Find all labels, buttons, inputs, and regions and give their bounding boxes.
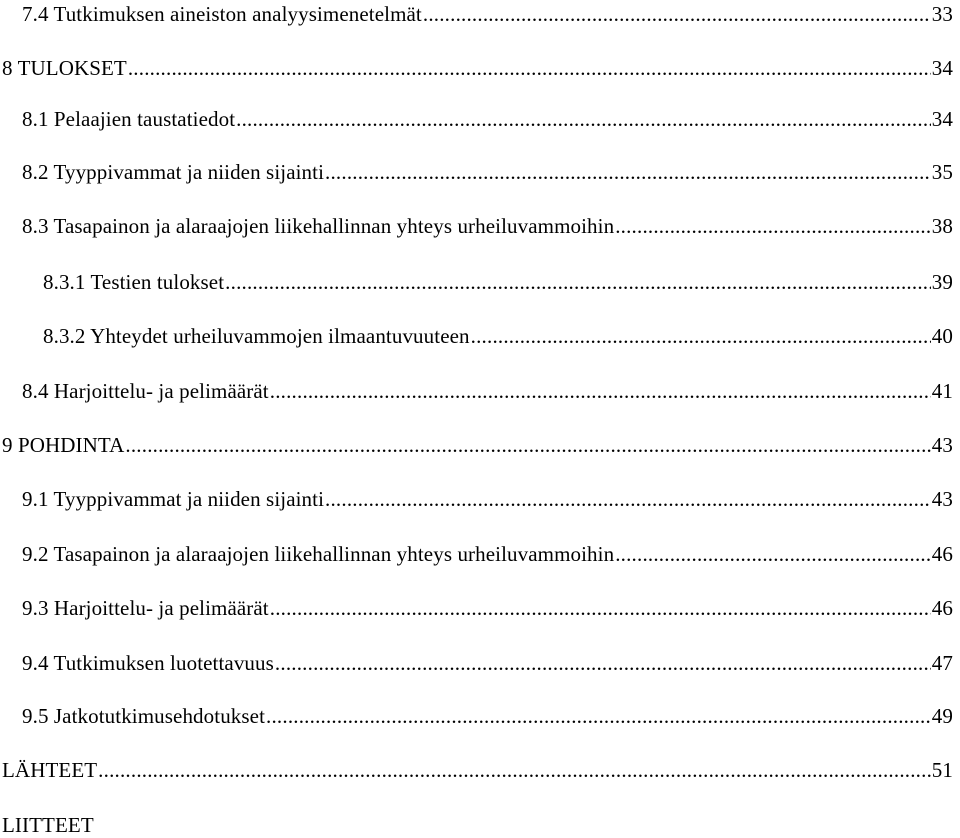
dot-leader <box>615 213 931 239</box>
dot-leader <box>266 703 931 729</box>
dot-leader <box>471 323 931 349</box>
toc-entry-title: 9.3 Harjoittelu- ja pelimäärät <box>22 596 269 620</box>
toc-entry-title: LÄHTEET <box>2 758 98 782</box>
toc-page-number: 39 <box>931 270 953 294</box>
toc-entry-title: 9.5 Jatkotutkimusehdotukset <box>22 704 266 728</box>
dot-leader <box>225 269 931 295</box>
toc-entry-title: 8.1 Pelaajien taustatiedot <box>22 107 236 131</box>
toc-page-number: 43 <box>931 487 953 511</box>
toc-entry-title: 9.1 Tyyppivammat ja niiden sijainti <box>22 487 325 511</box>
toc-entry-title: 9.2 Tasapainon ja alaraajojen liikehallinnan yhteys urheiluvammoihin <box>22 542 615 566</box>
toc-entry-title: 8.3.2 Yhteydet urheiluvammojen ilmaantuvuuteen <box>43 324 470 348</box>
toc-entry-title: 7.4 Tutkimuksen aineiston analyysimenetelmät <box>22 2 422 26</box>
toc-entry-9-2[interactable] <box>22 541 953 567</box>
toc-page-number: 51 <box>931 758 953 782</box>
dot-leader <box>325 486 931 512</box>
toc-entry-title: 8.4 Harjoittelu- ja pelimäärät <box>22 379 269 403</box>
toc-entry-8-2[interactable] <box>22 159 953 185</box>
dot-leader <box>270 378 931 404</box>
toc-entry-title: 8.3.1 Testien tulokset <box>43 270 225 294</box>
toc-entry-7-4[interactable] <box>22 1 953 27</box>
toc-entry-title: 8 TULOKSET <box>2 56 127 80</box>
dot-leader <box>236 106 931 132</box>
toc-entry-8-4[interactable] <box>22 378 953 404</box>
toc-page-number: 49 <box>931 704 953 728</box>
toc-entry-liitteet[interactable] <box>2 812 953 838</box>
toc-page-number: 33 <box>931 2 953 26</box>
dot-leader <box>325 159 931 185</box>
toc-page-number: 34 <box>931 56 953 80</box>
toc-entry-8-3[interactable] <box>22 213 953 239</box>
toc-entry-9-1[interactable] <box>22 486 953 512</box>
toc-page-number: 46 <box>931 596 953 620</box>
toc-entry-title: 8.3 Tasapainon ja alaraajojen liikehallinnan yhteys urheiluvammoihin <box>22 214 615 238</box>
toc-entry-8-3-2[interactable] <box>43 323 953 349</box>
toc-page-number: 38 <box>931 214 953 238</box>
toc-page-number: 34 <box>931 107 953 131</box>
toc-page-number: 47 <box>931 651 953 675</box>
toc-page-number: 41 <box>931 379 953 403</box>
dot-leader <box>270 595 931 621</box>
toc-entry-title: LIITTEET <box>2 813 94 837</box>
toc-entry-8-3-1[interactable] <box>43 269 953 295</box>
toc-entry-title: 9 POHDINTA <box>2 433 125 457</box>
toc-entry-title: 8.2 Tyyppivammat ja niiden sijainti <box>22 160 325 184</box>
toc-page-number: 35 <box>931 160 953 184</box>
toc-entry-lahteet[interactable] <box>2 757 953 783</box>
dot-leader <box>423 1 931 27</box>
dot-leader <box>128 55 931 81</box>
toc-page-number: 43 <box>931 433 953 457</box>
toc-entry-9-3[interactable] <box>22 595 953 621</box>
toc-page-number: 46 <box>931 542 953 566</box>
toc-entry-8-1[interactable] <box>22 106 953 132</box>
dot-leader <box>125 432 930 458</box>
toc-entry-9-5[interactable] <box>22 703 953 729</box>
toc-entry-9-4[interactable] <box>22 650 953 676</box>
dot-leader <box>275 650 931 676</box>
toc-entry-title: 9.4 Tutkimuksen luotettavuus <box>22 651 274 675</box>
toc-entry-8[interactable] <box>2 55 953 81</box>
dot-leader <box>98 757 931 783</box>
toc-entry-9[interactable] <box>2 432 953 458</box>
toc-page-number: 40 <box>931 324 953 348</box>
dot-leader <box>615 541 931 567</box>
